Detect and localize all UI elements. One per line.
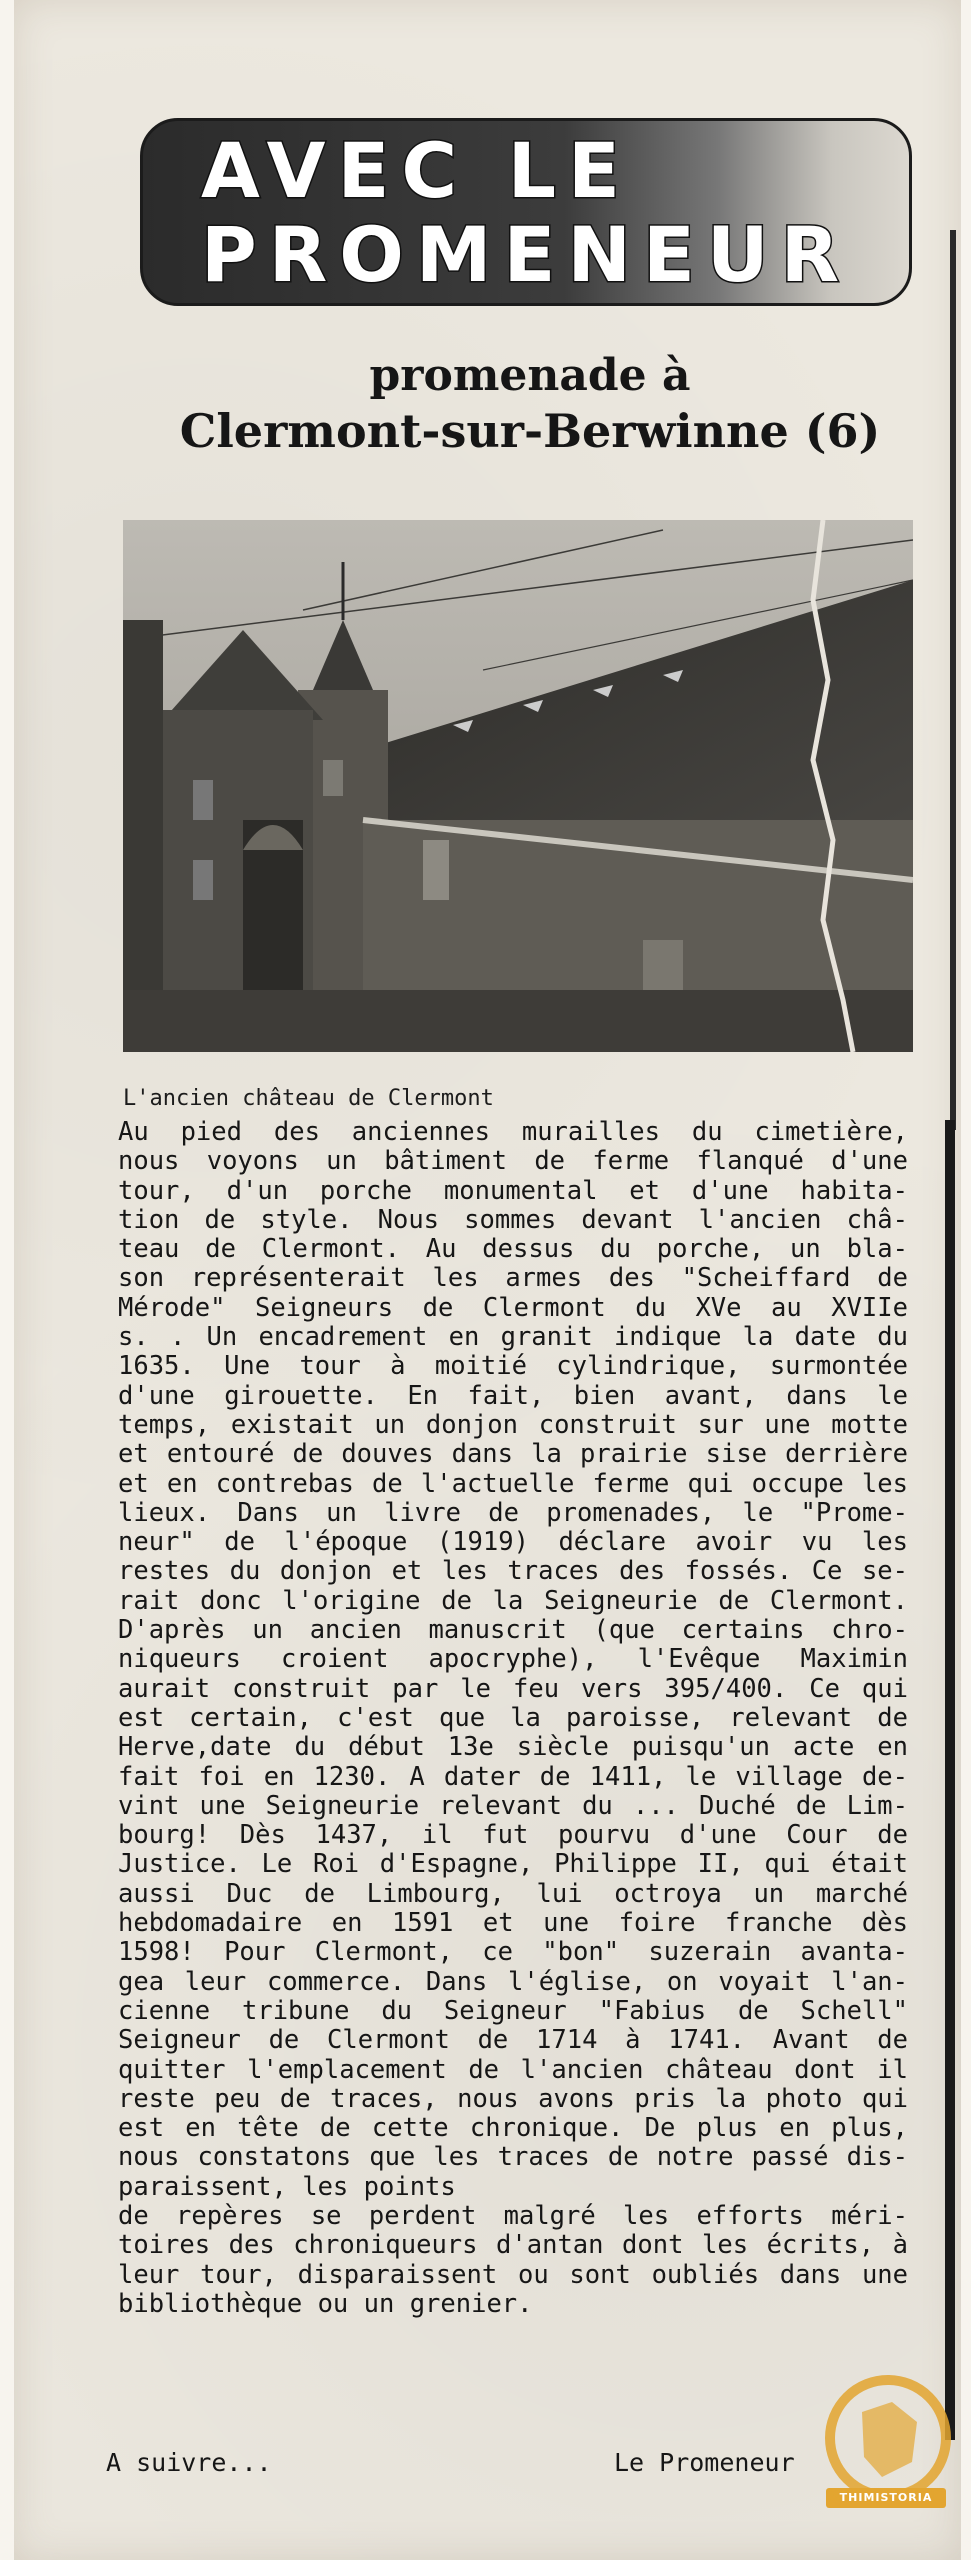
article-line: toires des chroniqueurs d'antan dont les écrits, à <box>118 2231 908 2261</box>
article-line: paraissent, les points <box>118 2172 456 2202</box>
article-line: nous constatons que les traces de notre passé dis- <box>118 2143 908 2173</box>
article-line: leur tour, disparaissent ou sont oubliés dans une <box>118 2260 908 2290</box>
article-line: d'une girouette. En fait, bien avant, dans le <box>118 1381 908 1411</box>
article-line: neur" de l'époque (1919) déclare avoir vu les <box>118 1528 908 1558</box>
section-banner <box>140 118 912 306</box>
article-line: bourg! Dès 1437, il fut pourvu d'une Cour de <box>118 1821 908 1851</box>
article-line: lieux. Dans un livre de promenades, le "Prome- <box>118 1498 908 1528</box>
article-line: Justice. Le Roi d'Espagne, Philippe II, qui était <box>118 1850 908 1880</box>
article-line: tion de style. Nous sommes devant l'ancien châ- <box>118 1205 908 1235</box>
article-line: et en contrebas de l'actuelle ferme qui occupe les <box>118 1469 908 1499</box>
castle-photo <box>123 520 913 1052</box>
article-line: hebdomadaire en 1591 et une foire franche dès <box>118 1909 908 1939</box>
article-line: temps, existait un donjon construit sur une motte <box>118 1410 908 1440</box>
article-line: 1598! Pour Clermont, ce "bon" suzerain avanta- <box>118 1938 908 1968</box>
article-line: est en tête de cette chronique. De plus en plus, <box>118 2114 908 2144</box>
article-line: rait donc l'origine de la Seigneurie de Clermont. <box>118 1586 908 1616</box>
banner-title-line-1: AVEC LE <box>201 126 632 215</box>
article-line: aussi Duc de Limbourg, lui octroya un marché <box>118 1879 908 1909</box>
article-line: 1635. Une tour à moitié cylindrique, surmontée <box>118 1352 908 1382</box>
article-line: vint une Seigneurie relevant du ... Duché de Lim- <box>118 1791 908 1821</box>
article-line: son représenterait les armes des "Scheiffard de <box>118 1264 908 1294</box>
article-line: restes du donjon et les traces des fossés. Ce se- <box>118 1557 908 1587</box>
article-line: bibliothèque ou un grenier. <box>118 2289 533 2319</box>
column-rule-top <box>950 230 956 1130</box>
article-line: tour, d'un porche monumental et d'une habita- <box>118 1176 908 1206</box>
article-line: Au pied des anciennes murailles du cimetière, <box>118 1118 908 1147</box>
author-signature: Le Promeneur <box>614 2448 795 2477</box>
article-line: nous voyons un bâtiment de ferme flanqué d'une <box>118 1147 908 1177</box>
article-line: Seigneur de Clermont de 1714 à 1741. Avant de <box>118 2026 908 2056</box>
article-line: teau de Clermont. Au dessus du porche, un bla- <box>118 1235 908 1265</box>
article-line: reste peu de traces, nous avons pris la photo qui <box>118 2084 908 2114</box>
article-body <box>118 1118 908 2319</box>
article-line: s. . Un encadrement en granit indique la date du <box>118 1323 908 1353</box>
article-line: est certain, c'est que la paroisse, relevant de <box>118 1703 908 1733</box>
headline-line-1: promenade à <box>369 350 691 401</box>
banner-title-line-2: PROMENEUR <box>201 210 852 299</box>
article-line: Herve,date du début 13e siècle puisqu'un acte en <box>118 1733 908 1763</box>
article-line: aurait construit par le feu vers 395/400. Ce qui <box>118 1674 908 1704</box>
article-line: fait foi en 1230. A dater de 1411, le village de- <box>118 1762 908 1792</box>
article-line: niqueurs croient apocryphe), l'Evêque Maximin <box>118 1645 908 1675</box>
article-line: quitter l'emplacement de l'ancien château dont il <box>118 2055 908 2085</box>
article-line: Mérode" Seigneurs de Clermont du XVe au XVIIe <box>118 1293 908 1323</box>
watermark-label: THIMISTORIA <box>826 2488 946 2508</box>
headline-line-2: Clermont-sur-Berwinne (6) <box>179 404 881 458</box>
article-line: gea leur commerce. Dans l'église, on voyait l'an- <box>118 1967 908 1997</box>
article-line: D'après un ancien manuscrit (que certains chro- <box>118 1616 908 1646</box>
to-be-continued: A suivre... <box>106 2448 272 2477</box>
photo-caption: L'ancien château de Clermont <box>123 1086 494 1111</box>
article-line: et entouré de douves dans la prairie sise derrière <box>118 1440 908 1470</box>
article-line: cienne tribune du Seigneur "Fabius de Schell" <box>118 1996 908 2026</box>
article-line: de repères se perdent malgré les efforts méri- <box>118 2201 908 2231</box>
column-rule <box>945 1120 955 2440</box>
